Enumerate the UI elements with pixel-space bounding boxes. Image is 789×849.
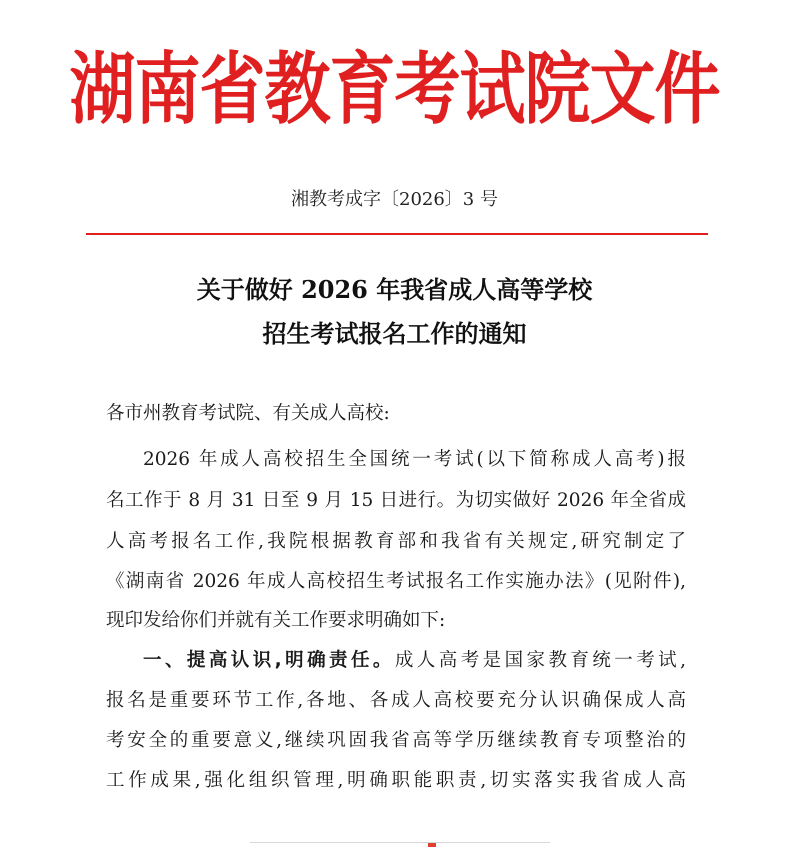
document-number: 湘教考成字〔2026〕3 号 bbox=[291, 189, 498, 210]
notice-title-line-1: 关于做好 2026 年我省成人高等学校 bbox=[196, 275, 593, 304]
page-bottom-edge bbox=[250, 842, 550, 849]
paragraph-1-line-1: 2026 年成人高校招生全国统一考试(以下简称成人高考)报 bbox=[143, 449, 686, 470]
notice-title-line-2: 招生考试报名工作的通知 bbox=[262, 319, 527, 348]
red-divider-rule bbox=[86, 233, 708, 235]
paragraph-2-line-1 bbox=[143, 648, 686, 674]
paragraph-2-line-3: 考安全的重要意义,继续巩固我省高等学历继续教育专项整治的 bbox=[106, 730, 686, 751]
paragraph-1-line-4: 《湖南省 2026 年成人高校招生考试报名工作实施办法》(见附件), bbox=[106, 571, 686, 592]
paragraph-2-line-1-text: 成人高考是国家教育统一考试, bbox=[394, 650, 687, 671]
red-seal-edge-icon bbox=[428, 843, 436, 847]
masthead-title: 湖南省教育考试院文件 bbox=[69, 43, 720, 135]
paragraph-1-line-3: 人高考报名工作,我院根据教育部和我省有关规定,研究制定了 bbox=[106, 531, 686, 552]
paragraph-2-line-2: 报名是重要环节工作,各地、各成人高校要充分认识确保成人高 bbox=[106, 690, 686, 711]
paragraph-2-line-4: 工作成果,强化组织管理,明确职能职责,切实落实我省成人高 bbox=[106, 770, 686, 791]
paragraph-1-line-2: 名工作于 8 月 31 日至 9 月 15 日进行。为切实做好 2026 年全省成 bbox=[106, 490, 686, 511]
section-heading-1: 一、提高认识,明确责任。 bbox=[143, 650, 395, 671]
salutation: 各市州教育考试院、有关成人高校: bbox=[106, 403, 390, 424]
paragraph-1-line-5: 现印发给你们并就有关工作要求明确如下: bbox=[106, 610, 446, 631]
